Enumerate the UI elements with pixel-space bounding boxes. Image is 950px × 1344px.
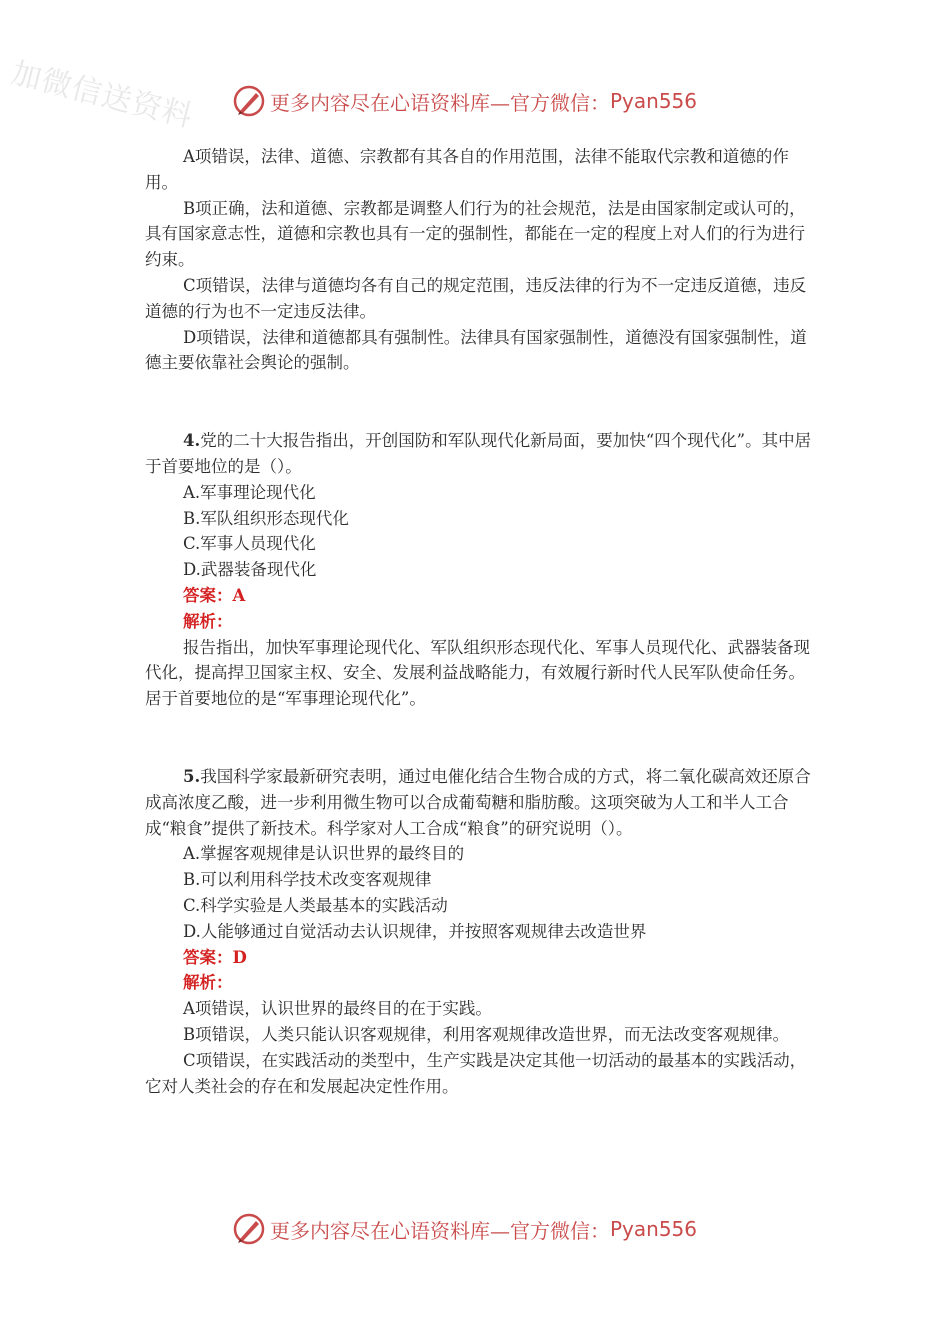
page-content xyxy=(145,144,813,1099)
question-4-option-a: A.军事理论现代化 xyxy=(183,482,316,502)
question-5-analysis-a: A项错误，认识世界的最终目的在于实践。 xyxy=(183,999,492,1019)
pen-logo-icon xyxy=(232,84,266,118)
question-4-answer: 答案：A xyxy=(183,585,246,605)
question-5-analysis-label: 解析： xyxy=(183,973,233,993)
question-5-number: 5. xyxy=(183,766,201,786)
question-5-stem xyxy=(145,764,813,841)
watermark: 加微信送资料 xyxy=(7,55,197,135)
question-4-stem xyxy=(145,428,813,480)
question-5-analysis-b: B项错误，人类只能认识客观规律，利用客观规律改造世界，而无法改变客观规律。 xyxy=(183,1024,790,1044)
header-banner xyxy=(232,83,697,119)
pen-logo-icon xyxy=(232,1212,266,1246)
question-5-option-a: A.掌握客观规律是认识世界的最终目的 xyxy=(183,844,465,864)
banner-wechat-id: Pyan556 xyxy=(610,89,698,113)
banner-text: 更多内容尽在心语资料库—官方微信： xyxy=(270,1218,610,1243)
prev-analysis-a: A项错误，法律、道德、宗教都有其各自的作用范围，法律不能取代宗教和道德的作用。 xyxy=(145,147,789,192)
question-4-option-b: B.军队组织形态现代化 xyxy=(183,508,349,528)
prev-analysis-b: B项正确，法和道德、宗教都是调整人们行为的社会规范，法是由国家制定或认可的，具有国家意志性，道德和宗教也具有一定的强制性，都能在一定的程度上对人们的行为进行约束。 xyxy=(145,198,806,270)
question-4-option-c: C.军事人员现代化 xyxy=(183,534,316,554)
prev-analysis-d: D项错误，法律和道德都具有强制性。法律具有国家强制性，道德没有国家强制性，道德主要依靠社会舆论的强制。 xyxy=(145,327,807,373)
question-5-text: 我国科学家最新研究表明，通过电催化结合生物合成的方式，将二氧化碳高效还原合成高浓度乙酸，进一步利用微生物可以合成葡萄糖和脂肪酸。这项突破为人工和半人工合成“粮食”提供了新技术。科学家对人工合成“粮食”的研究说明（）。 xyxy=(145,766,811,838)
question-5-option-b: B.可以利用科学技术改变客观规律 xyxy=(183,870,432,890)
question-4-option-d: D.武器装备现代化 xyxy=(183,560,317,580)
question-5-analysis-c: C项错误，在实践活动的类型中，生产实践是决定其他一切活动的最基本的实践活动，它对人类社会的存在和发展起决定性作用。 xyxy=(145,1050,807,1096)
question-4-number: 4. xyxy=(183,431,201,451)
banner-wechat-id: Pyan556 xyxy=(610,1217,698,1241)
question-4-analysis-label: 解析： xyxy=(183,611,233,631)
question-5-answer: 答案：D xyxy=(183,947,247,967)
question-5-option-d: D.人能够通过自觉活动去认识规律，并按照客观规律去改造世界 xyxy=(183,921,647,941)
banner-text: 更多内容尽在心语资料库—官方微信： xyxy=(270,90,610,115)
question-4-analysis: 报告指出，加快军事理论现代化、军队组织形态现代化、军事人员现代化、武器装备现代化，提高捍卫国家主权、安全、发展利益战略能力，有效履行新时代人民军队使命任务。居于首要地位的是“军事理论现代化”。 xyxy=(145,637,810,709)
prev-analysis-c: C项错误，法律与道德均各有自己的规定范围，违反法律的行为不一定违反道德，违反道德的行为也不一定违反法律。 xyxy=(145,275,807,321)
footer-banner xyxy=(232,1211,697,1247)
question-4-text: 党的二十大报告指出，开创国防和军队现代化新局面，要加快“四个现代化”。其中居于首要地位的是（）。 xyxy=(145,431,812,476)
question-5-option-c: C.科学实验是人类最基本的实践活动 xyxy=(183,895,448,915)
